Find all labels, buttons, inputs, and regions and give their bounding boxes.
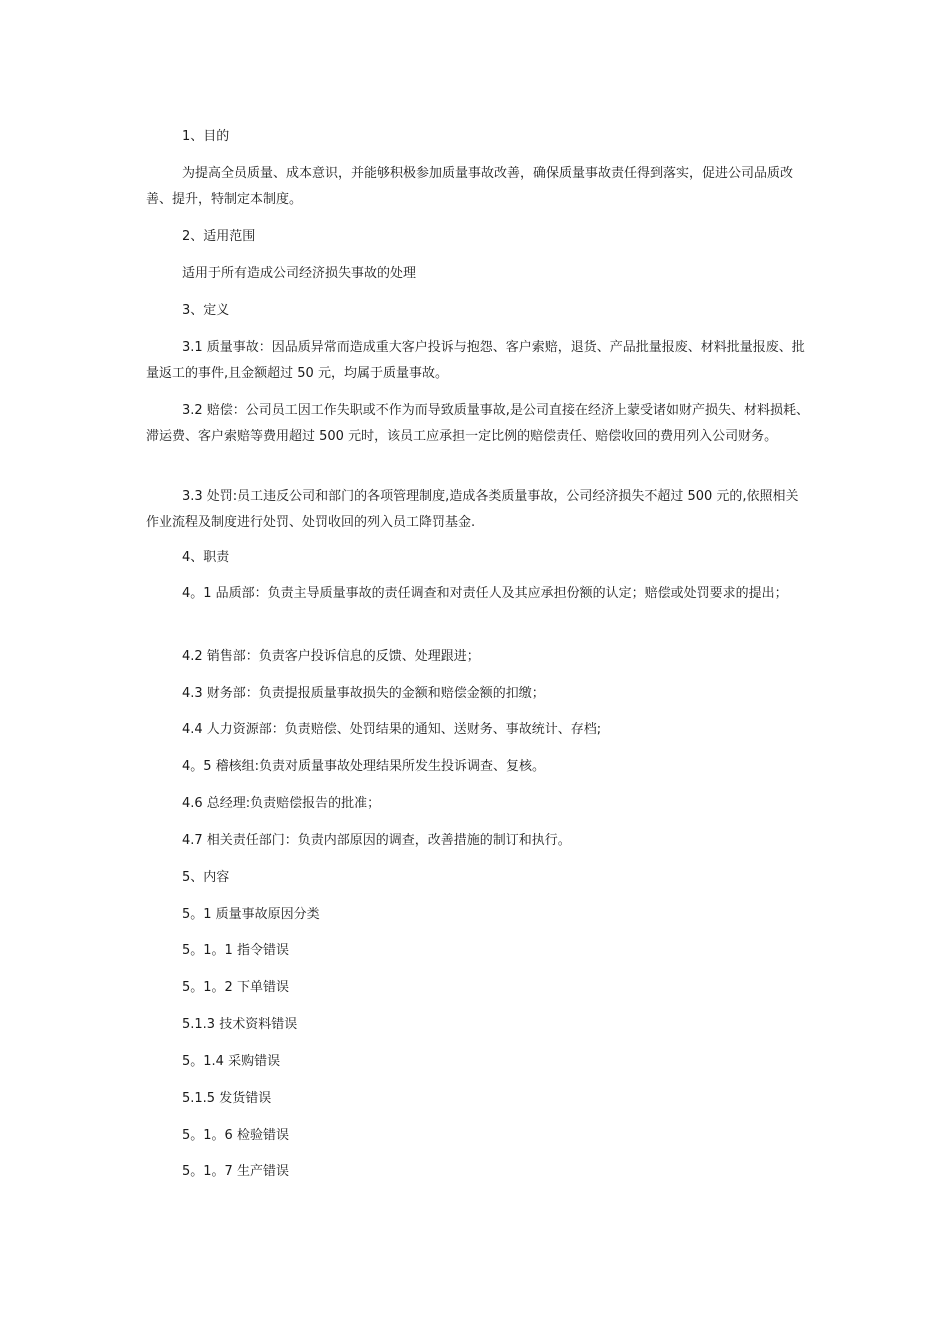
paragraph-responsibility-4-7: 4.7 相关责任部门：负责内部原因的调查，改善措施的制订和执行。 xyxy=(182,833,571,848)
paragraph-responsibility-4-1: 4。1 品质部：负责主导质量事故的责任调查和对责任人及其应承担份额的认定；赔偿或处罚要求的提出； xyxy=(182,586,788,601)
list-item-5-1-2: 5。1。2 下单错误 xyxy=(182,980,289,995)
heading-scope: 2、适用范围 xyxy=(182,229,256,244)
paragraph-definition-3-2: 3.2 赔偿：公司员工因工作失职或不作为而导致质量事故,是公司直接在经济上蒙受诸如财产损失、材料损耗、滞运费、客户索赔等费用超过 500 元时，该员工应承担一定比例的赔偿责任、赔偿收回的费用列入公司财务。 xyxy=(146,403,809,444)
paragraph-definition-3-1: 3.1 质量事故：因品质异常而造成重大客户投诉与抱怨、客户索赔，退货、产品批量报废、材料批量报废、批量返工的事件,且金额超过 50 元，均属于质量事故。 xyxy=(146,340,805,381)
list-item-5-1-4: 5。1.4 采购错误 xyxy=(182,1054,281,1069)
list-item-5-1-1: 5。1。1 指令错误 xyxy=(182,943,289,958)
heading-definitions: 3、定义 xyxy=(182,303,230,318)
paragraph-responsibility-4-3: 4.3 财务部：负责提报质量事故损失的金额和赔偿金额的扣缴； xyxy=(182,686,545,701)
paragraph-definition-3-3: 3.3 处罚:员工违反公司和部门的各项管理制度,造成各类质量事故，公司经济损失不超过 500 元的,依照相关作业流程及制度进行处罚、处罚收回的列入员工降罚基金. xyxy=(146,489,799,530)
list-item-5-1-5: 5.1.5 发货错误 xyxy=(182,1091,272,1106)
heading-responsibilities: 4、职责 xyxy=(182,550,230,565)
paragraph-responsibility-4-2: 4.2 销售部：负责客户投诉信息的反馈、处理跟进； xyxy=(182,649,480,664)
paragraph-responsibility-4-5: 4。5 稽核组:负责对质量事故处理结果所发生投诉调查、复核。 xyxy=(182,759,546,774)
heading-content: 5、内容 xyxy=(182,870,230,885)
list-item-5-1: 5。1 质量事故原因分类 xyxy=(182,907,320,922)
heading-purpose: 1、目的 xyxy=(182,129,230,144)
paragraph-purpose: 为提高全员质量、成本意识，并能够积极参加质量事故改善，确保质量事故责任得到落实，促进公司品质改善、提升，特制定本制度。 xyxy=(146,166,794,207)
list-item-5-1-3: 5.1.3 技术资料错误 xyxy=(182,1017,298,1032)
paragraph-scope: 适用于所有造成公司经济损失事故的处理 xyxy=(182,266,417,281)
list-item-5-1-7: 5。1。7 生产错误 xyxy=(182,1164,289,1179)
paragraph-responsibility-4-4: 4.4 人力资源部：负责赔偿、处罚结果的通知、送财务、事故统计、存档; xyxy=(182,722,602,737)
paragraph-responsibility-4-6: 4.6 总经理:负责赔偿报告的批准； xyxy=(182,796,381,811)
list-item-5-1-6: 5。1。6 检验错误 xyxy=(182,1128,289,1143)
